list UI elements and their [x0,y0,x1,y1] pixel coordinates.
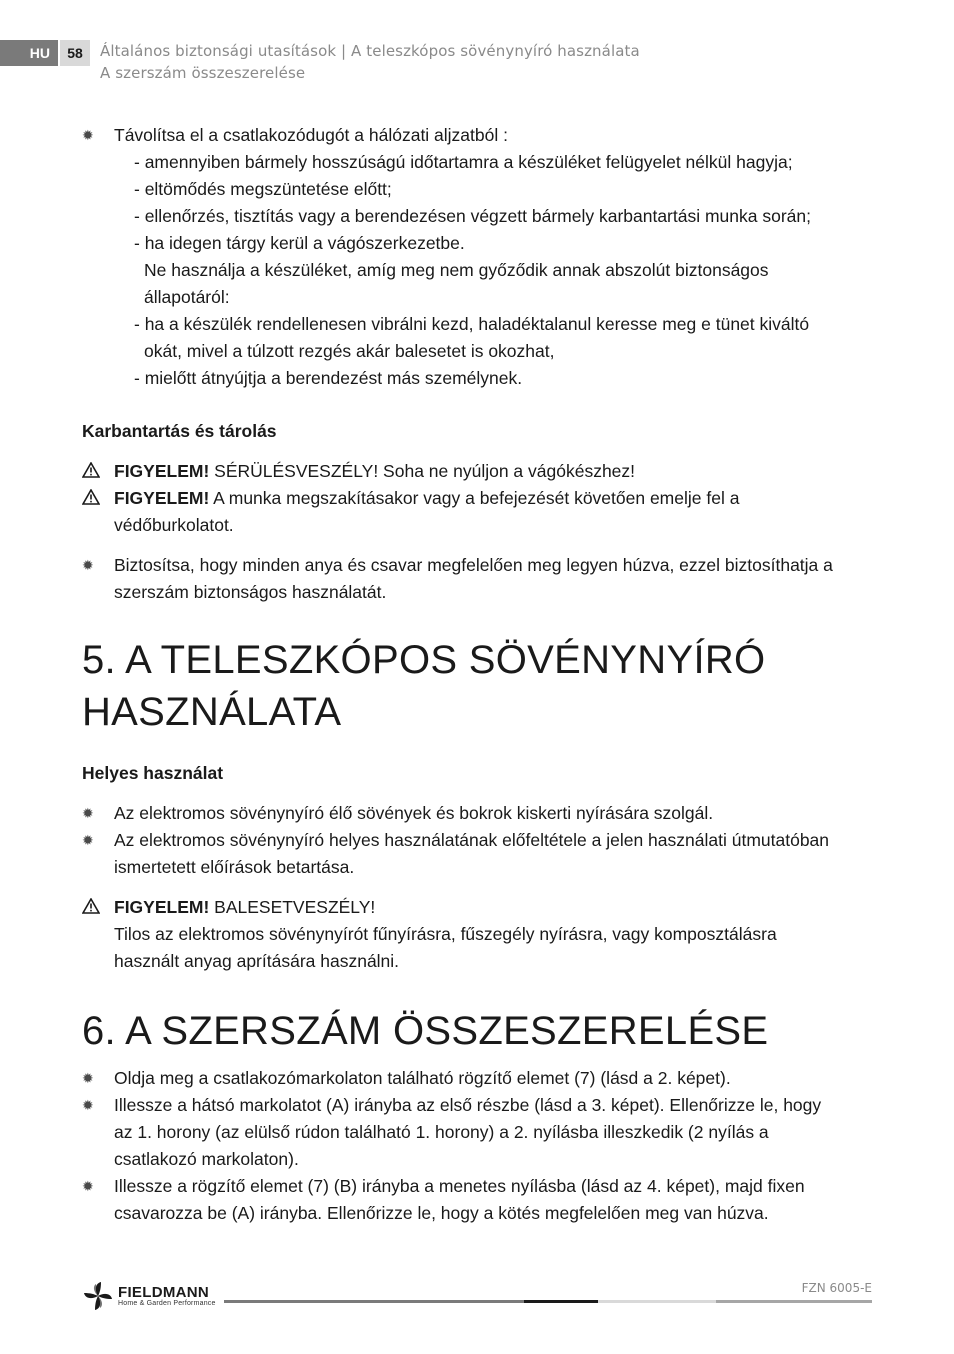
bullet-continuation: csavarozza be (A) irányba. Ellenőrizze le, hogy a kötés megfelelően meg van húzva. [114,1203,769,1223]
bullet-text: Távolítsa el a csatlakozódugót a hálózati aljzatból : [114,125,508,145]
bullet-text: Illessze a rögzítő elemet (7) (B) irányba a menetes nyílásba (lásd az 4. képet), majd fixen [114,1176,805,1196]
warning-continuation: használt anyag aprítására használni. [114,951,400,971]
sub-item: - ellenőrzés, tisztítás vagy a berendezésen végzett bármely karbantartási munka során; [134,206,812,226]
warning-continuation: Tilos az elektromos sövénynyírót fűnyírásra, fűszegély nyírásra, vagy komposztálásra [114,924,777,944]
footer-bar-segment [598,1300,716,1303]
warning-continuation: védőburkolatot. [114,515,234,535]
warning-text: A munka megszakításakor vagy a befejezését követően emelje fel a [209,488,740,508]
bullet-text: Biztosítsa, hogy minden anya és csavar megfelelően meg legyen húzva, ezzel biztosíthatja a [114,555,833,575]
header-breadcrumb: Általános biztonsági utasítások | A teleszkópos sövénynyíró használata [100,42,640,60]
warning-label: FIGYELEM! [114,897,210,917]
section-title-6: 6. A SZERSZÁM ÖSSZESZERELÉSE [82,1009,769,1053]
bullet-item [82,1173,872,1200]
warning-label: FIGYELEM! [114,461,210,481]
section-heading-maintenance: Karbantartás és tárolás [82,421,277,441]
gear-bullet-icon: ✹ [82,1070,94,1086]
footer-bar-segment [716,1300,872,1303]
page-number: 58 [60,40,90,66]
warning-item [82,458,872,485]
bullet-continuation: ismertetett előírások betartása. [114,857,355,877]
brand-name: FIELDMANN [118,1283,210,1301]
gear-bullet-icon: ✹ [82,1178,94,1194]
bullet-text: Az elektromos sövénynyíró helyes használatának előfeltétele a jelen használati útmutatóban [114,830,830,850]
bullet-item [82,552,872,579]
bullet-item [82,827,872,854]
language-code: HU [29,45,50,61]
model-number: FZN 6005-E [801,1281,872,1295]
warning-item [82,485,872,512]
warning-text: BALESETVESZÉLY! [209,897,376,917]
warning-text: SÉRÜLÉSVESZÉLY! Soha ne nyúljon a vágókészhez! [209,461,636,481]
sub-continuation: Ne használja a készüléket, amíg meg nem győződik annak abszolút biztonságos [144,260,769,280]
bullet-continuation: csatlakozó markolaton). [114,1149,299,1169]
section-title-5 [82,634,872,738]
bullet-item [82,800,872,827]
sub-item: - ha a készülék rendellenesen vibrálni kezd, haladéktalanul keresse meg e tünet kiváltó [134,314,810,334]
warning-triangle-icon [82,462,98,480]
bullet-text: Oldja meg a csatlakozómarkolaton található rögzítő elemet (7) (lásd a 2. képet). [114,1068,731,1088]
sub-item: - eltömődés megszüntetése előtt; [134,179,392,199]
sub-item: - mielőtt átnyújtja a berendezést más személynek. [134,368,523,388]
bullet-continuation: szerszám biztonságos használatát. [114,582,387,602]
section-title-line: HASZNÁLATA [82,690,342,734]
gear-bullet-icon: ✹ [82,832,94,848]
section-heading-correct-use: Helyes használat [82,763,224,783]
gear-bullet-icon: ✹ [82,557,94,573]
bullet-item [82,122,872,149]
fan-logo-icon [82,1280,114,1312]
footer-bar-segment [524,1300,598,1303]
header-subtitle: A szerszám összeszerelése [100,64,306,82]
brand-tagline: Home & Garden Performance [118,1299,216,1307]
brand-logo [82,1280,216,1312]
section-title-line: 5. A TELESZKÓPOS SÖVÉNYNYÍRÓ [82,638,766,682]
bullet-item [82,1065,872,1092]
sub-item: - amennyiben bármely hosszúságú időtartamra a készüléket felügyelet nélkül hagyja; [134,152,793,172]
warning-triangle-icon [82,489,98,507]
bullet-text: Az elektromos sövénynyíró élő sövények és bokrok kiskerti nyírására szolgál. [114,803,714,823]
warning-item [82,894,872,921]
bullet-continuation: az 1. horony (az elülső rúdon található 1. horony) a 2. nyílásba illeszkedik (2 nyílás a [114,1122,769,1142]
sub-item: - ha idegen tárgy kerül a vágószerkezetbe. [134,233,465,253]
bullet-item [82,1092,872,1119]
language-tab [0,40,58,66]
gear-bullet-icon: ✹ [82,127,94,143]
warning-label: FIGYELEM! [114,488,210,508]
sub-continuation: okát, mivel a túlzott rezgés akár balesetet is okozhat, [144,341,555,361]
page-content [82,122,872,1227]
sub-continuation: állapotáról: [144,287,230,307]
footer-bar-segment [224,1300,524,1303]
bullet-text: Illessze a hátsó markolatot (A) irányba az első részbe (lásd a 3. képet). Ellenőrizze le, hogy [114,1095,822,1115]
gear-bullet-icon: ✹ [82,1097,94,1113]
gear-bullet-icon: ✹ [82,805,94,821]
warning-triangle-icon [82,898,98,916]
